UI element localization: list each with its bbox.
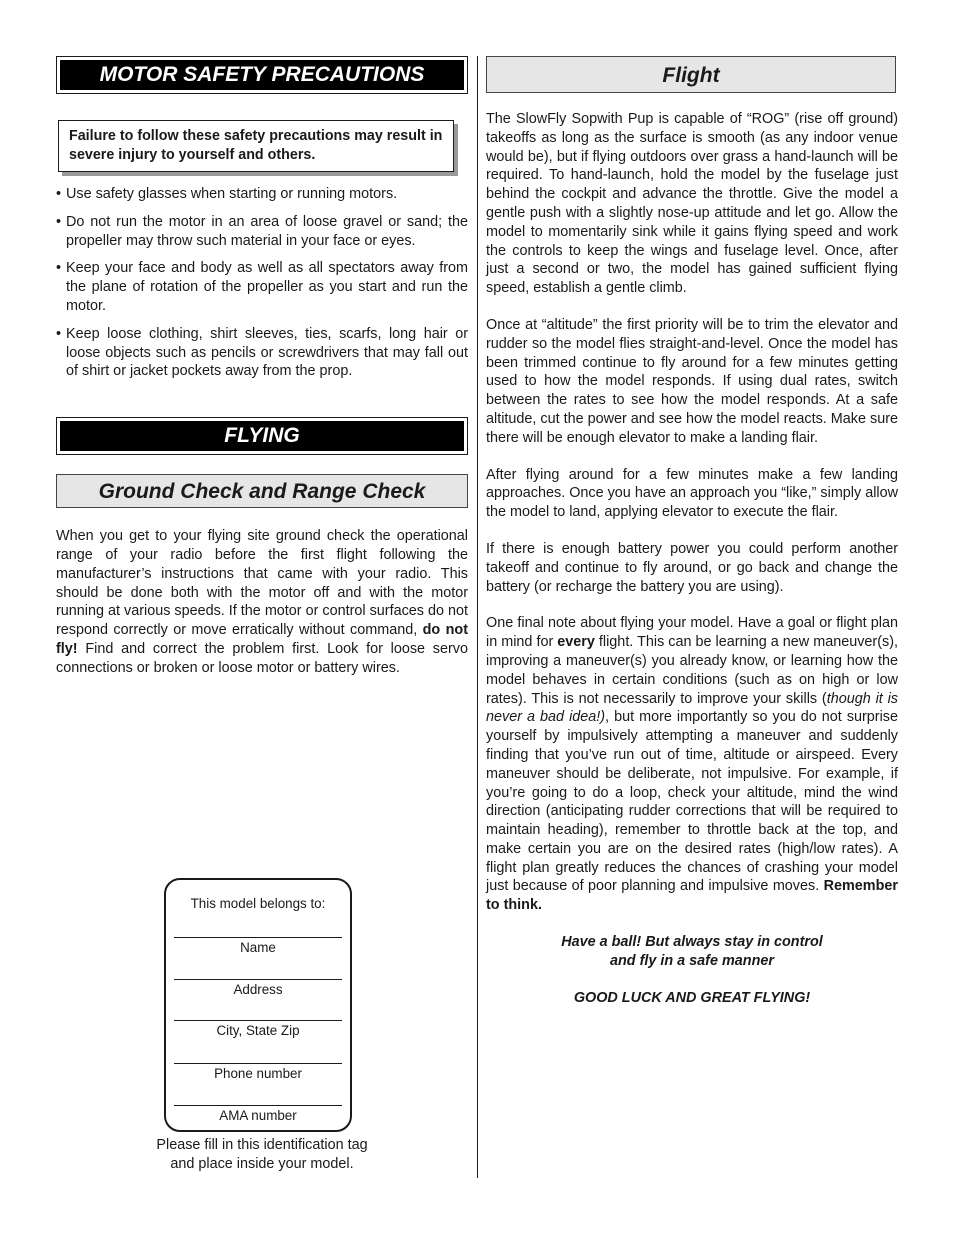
tag-field-phone: Phone number [214, 1066, 302, 1081]
flight-header [486, 56, 896, 93]
flight-paragraph-3: After flying around for a few minutes make a few landing approaches. Once you have an approach you “like,” simply allow the model to land, applying elevator to execute the flair. [486, 466, 898, 521]
list-item: • Keep your face and body as well as all spectators away from the plane of rotation of the propeller as you start and run the motor. [56, 260, 468, 314]
closing-line-2: and fly in a safe manner [610, 952, 774, 969]
bullet-icon: • [56, 213, 62, 230]
tag-field-name: Name [240, 940, 276, 955]
list-item: • Keep loose clothing, shirt sleeves, ties, scarfs, long hair or loose objects such as pencils or screwdrivers that may fall out of shirt or jacket pockets away from the prop. [56, 325, 468, 380]
flight-title: Flight [662, 64, 720, 87]
tag-title: This model belongs to: [190, 896, 326, 911]
flight-paragraph-4: If there is enough battery power you could perform another takeoff and continue to fly around, or go back and change the battery (or recharge the battery you are using). [486, 540, 898, 595]
column-divider [477, 56, 478, 1178]
flight-paragraph-5: One final note about flying your model. Have a goal or flight plan in mind for every flight. This can be learning a new maneuver(s), improving a maneuver(s) you already know, or learning how the model behaves in certain conditions (such as on high or low rates). This is not necessarily to improve your skills (though it is never a bad idea!), but more importantly so you do not surprise yourself by impulsively attempting a maneuver and suddenly finding that you’ve run out of time, altitude or airspeed. Every maneuver should be deliberate, not impulsive. For example, if you’re going to do a loop, check your altitude, mind the wind direction (anticipating rudder corrections that will be required to maintain heading), remember to throttle back at the top, and make certain you are on the desired rates (high/low rates). A flight plan greatly reduces the chances of crashing your model just because of poor planning and impulsive moves. Remember to think. [486, 615, 898, 914]
warning-text: Failure to follow these safety precautions may result in severe injury to yourself and others. [69, 128, 443, 163]
warning-box [58, 120, 454, 172]
tag-caption: Please fill in this identification tag and place inside your model. [156, 1137, 368, 1172]
flight-paragraph-1: The SlowFly Sopwith Pup is capable of “ROG” (rise off ground) takeoffs as long as the surface is smooth (as any indoor venue would be), but if flying outdoors over grass a hand-launch will be required. To hand-launch, hold the model by the fuselage just behind the cockpit and advance the throttle. Give the model a gentle push with a slightly nose-up attitude and let go. Allow the model to momentarily sink while it gains flying speed and work the controls to keep the wings and fuselage level. Once, after just a second or two, the model has gained sufficient flying speed, establish a gentle climb. [486, 111, 898, 297]
do-not-fly-emphasis: do not fly! [56, 622, 469, 657]
ground-check-header [56, 474, 468, 508]
tag-line [174, 1105, 342, 1106]
bullet-icon: • [56, 186, 62, 202]
right-column [486, 56, 898, 1007]
bullet-icon: • [56, 325, 62, 342]
flying-title: FLYING [60, 421, 464, 451]
ground-check-title: Ground Check and Range Check [98, 480, 426, 504]
tag-line [174, 1063, 342, 1064]
closing-line-1: Have a ball! But always stay in control [561, 934, 823, 951]
ground-check-paragraph: When you get to your flying site ground check the operational range of your radio before the first flight following the manufacturer’s instructions that came with your radio. This should be done both with the motor off and with the motor running at various speeds. If the motor or control surfaces do not respond correctly or move erratically without command, do not fly! Find and correct the problem first. Look for loose servo connections or broken or loose motor or battery wires. [56, 528, 469, 676]
identification-tag [164, 878, 352, 1132]
tag-line [174, 979, 342, 980]
tag-field-ama: AMA number [219, 1108, 297, 1123]
safety-list [56, 185, 468, 381]
list-item: • Use safety glasses when starting or running motors. [56, 186, 398, 202]
tag-line [174, 1020, 342, 1021]
bullet-icon: • [56, 260, 62, 277]
closing-line-3: GOOD LUCK AND GREAT FLYING! [573, 989, 811, 1006]
flight-paragraph-2: Once at “altitude” the first priority will be to trim the elevator and rudder so the model flies straight-and-level. Once the model has been trimmed continue to fly around for a few minutes getting used to how the model responds. If using dual rates, switch between the rates to see how the model responds. At a safe altitude, cut the power and see how the model reacts. Make sure there will be enough elevator to make a landing flair. [486, 316, 898, 446]
tag-line [174, 937, 342, 938]
list-item: • Do not run the motor in an area of loose gravel or sand; the propeller may throw such material in your face or eyes. [56, 213, 468, 249]
flying-header [56, 417, 468, 455]
tag-field-address: Address [233, 982, 283, 997]
tag-field-city: City, State Zip [216, 1023, 300, 1038]
left-column [56, 56, 469, 1172]
motor-safety-header [56, 56, 468, 94]
motor-safety-title: MOTOR SAFETY PRECAUTIONS [60, 60, 464, 90]
